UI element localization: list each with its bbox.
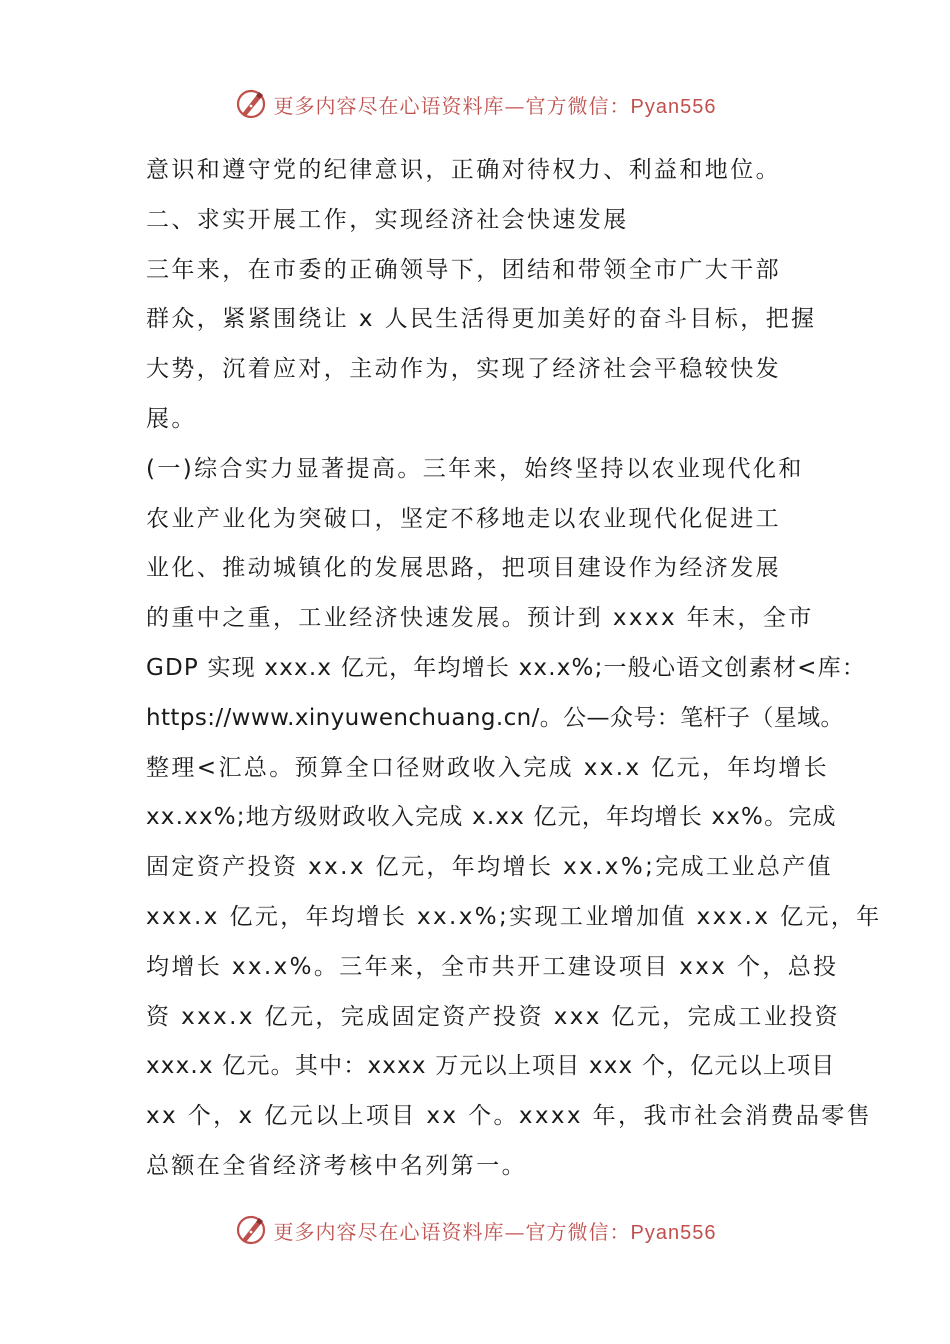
banner-text: 更多内容尽在心语资料库—官方微信：Pyan556: [273, 1219, 717, 1244]
text-line: 农业产业化为突破口，坚定不移地走以农业现代化促进工: [146, 505, 781, 532]
pen-nib-logo-icon: [234, 87, 268, 121]
text-line: 资 xxx.x 亿元，完成固定资产投资 xxx 亿元，完成工业投资: [146, 1003, 841, 1030]
document-body: [146, 146, 882, 1192]
text-line: xx.xx%;地方级财政收入完成 x.xx 亿元，年均增长 xx%。完成: [146, 804, 837, 831]
text-line: xx 个，x 亿元以上项目 xx 个。xxxx 年，我市社会消费品零售: [146, 1103, 873, 1130]
text-line: 三年来，在市委的正确领导下，团结和带领全市广大干部: [146, 256, 781, 283]
text-line: 群众，紧紧围绕让 x 人民生活得更加美好的奋斗目标，把握: [146, 306, 817, 333]
text-line: https://www.xinyuwenchuang.cn/。公—众号：笔杆子（星域。: [146, 704, 844, 731]
text-line: (一)综合实力显著提高。三年来，始终坚持以农业现代化和: [146, 455, 804, 482]
footer-banner: [0, 1210, 950, 1250]
header-banner: [0, 84, 950, 124]
text-line: 固定资产投资 xx.x 亿元，年均增长 xx.x%;完成工业总产值: [146, 854, 834, 881]
wechat-id: Pyan556: [630, 1221, 717, 1244]
text-line: 总额在全省经济考核中名列第一。: [146, 1152, 527, 1179]
text-line: 均增长 xx.x%。三年来，全市共开工建设项目 xxx 个，总投: [146, 953, 839, 980]
text-line: GDP 实现 xxx.x 亿元，年均增长 xx.x%;一般心语文创素材<库：: [146, 654, 867, 681]
banner-text: 更多内容尽在心语资料库—官方微信：Pyan556: [273, 93, 717, 118]
text-line: xxx.x 亿元。其中：xxxx 万元以上项目 xxx 个，亿元以上项目: [146, 1053, 836, 1080]
text-line: 的重中之重，工业经济快速发展。预计到 xxxx 年末，全市: [146, 605, 814, 632]
pen-nib-logo-icon: [234, 1213, 268, 1247]
section-heading: 二、求实开展工作，实现经济社会快速发展: [146, 206, 629, 233]
text-line: 业化、推动城镇化的发展思路，把项目建设作为经济发展: [146, 555, 781, 582]
text-line: 整理<汇总。预算全口径财政收入完成 xx.x 亿元，年均增长: [146, 754, 830, 781]
text-line: xxx.x 亿元，年均增长 xx.x%;实现工业增加值 xxx.x 亿元，年: [146, 903, 882, 930]
wechat-id: Pyan556: [630, 95, 717, 118]
text-line: 意识和遵守党的纪律意识，正确对待权力、利益和地位。: [146, 157, 781, 183]
text-line: 大势，沉着应对，主动作为，实现了经济社会平稳较快发: [146, 356, 781, 383]
text-line: 展。: [146, 405, 197, 432]
